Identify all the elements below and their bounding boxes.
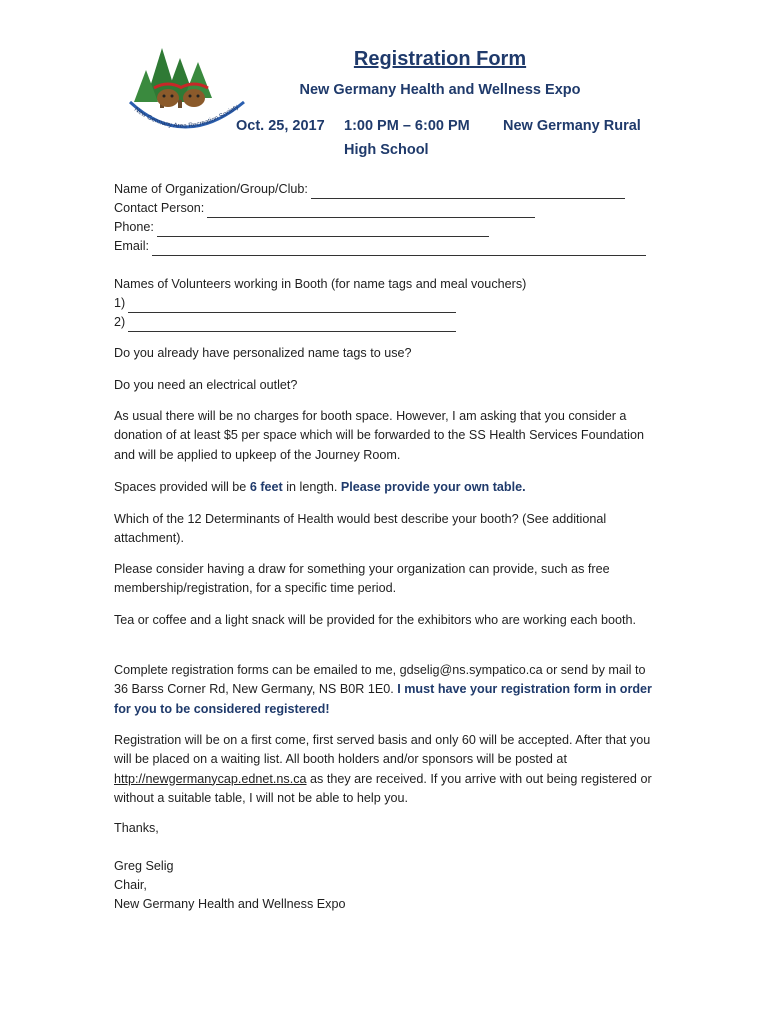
phone-field [114,218,489,237]
event-venue-line2: High School [344,142,429,158]
signer-role: Chair, [114,878,147,892]
volunteer-1-input-line[interactable] [128,299,456,313]
own-table-notice: Please provide your own table. [340,480,526,494]
volunteer-2-field [114,313,456,332]
name-tags-question: Do you already have personalized name tags to use? [114,346,412,360]
registration-required-notice: I must have your registration form in order for you to be considered registered! [114,682,652,716]
signer-organization: New Germany Health and Wellness Expo [114,897,346,911]
submission-paragraph [114,661,659,719]
contact-field [114,199,535,218]
volunteer-1-field [114,294,456,313]
draw-paragraph: Please consider having a draw for something your organization can provide, such as free membership/registration, for a specific time period. [114,562,610,596]
organization-label: Name of Organization/Group/Club: [114,182,308,196]
event-time: 1:00 PM – 6:00 PM [344,118,470,134]
event-subtitle: New Germany Health and Wellness Expo [299,82,581,98]
form-title: Registration Form [353,48,527,70]
spaces-mid: in length. [282,480,341,494]
submission-text: Complete registration forms can be emailed to me, gdselig@ns.sympatico.ca or send by mail to 36 Barss Corner Rd, New Germany, NS B0R 1E0. [114,663,646,697]
spaces-size: 6 feet [249,480,283,494]
volunteers-heading: Names of Volunteers working in Booth (for name tags and meal vouchers) [114,277,527,291]
email-input-line[interactable] [152,242,646,256]
volunteer-2-input-line[interactable] [128,318,456,332]
signer-name: Greg Selig [114,859,174,873]
spaces-prefix: Spaces provided will be [114,480,250,494]
outlet-question: Do you need an electrical outlet? [114,378,298,392]
svg-text:New Germany Area Recreation So [133,103,241,130]
determinants-paragraph: Which of the 12 Determinants of Health would best describe your booth? (See additional attachment). [114,512,607,546]
phone-input-line[interactable] [157,223,489,237]
thanks-text: Thanks, [114,821,159,835]
contact-input-line[interactable] [207,204,535,218]
event-venue-line1: New Germany Rural [503,118,641,134]
tea-paragraph: Tea or coffee and a light snack will be provided for the exhibitors who are working each booth. [114,613,637,627]
email-label: Email: [114,239,149,253]
registration-policy-paragraph [114,731,659,808]
organization-field [114,180,625,199]
website-link[interactable]: http://newgermanycap.ednet.ns.ca [114,771,307,786]
donation-paragraph: As usual there will be no charges for booth space. However, I am asking that you consider a donation of at least $5 per space which will be forwarded to the SS Health Services Foundation and will be applied to upkeep of the Journey Room. [114,409,644,462]
logo-ring-text: New Germany Area Recreation Society [132,103,240,130]
volunteer-2-label: 2) [114,315,126,329]
volunteer-1-label: 1) [114,296,126,310]
spaces-paragraph [114,478,659,497]
organization-input-line[interactable] [311,185,625,199]
registration-policy-suffix: as they are received. If you arrive with out being registered or without a suitable table, I will not be able to help you. [114,771,652,805]
society-logo [124,40,254,140]
email-field [114,237,646,256]
contact-label: Contact Person: [114,201,205,215]
registration-policy-text: Registration will be on a first come, first served basis and only 60 will be accepted. After that you will be placed on a waiting list. All booth holders and/or sponsors will be posted at [114,733,651,767]
event-date: Oct. 25, 2017 [236,118,325,134]
phone-label: Phone: [114,220,154,234]
